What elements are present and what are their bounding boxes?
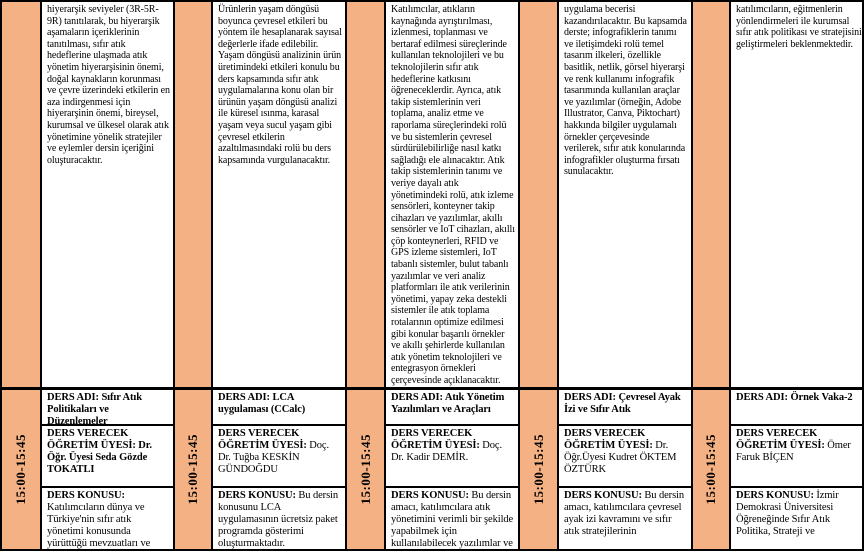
instructor-value: Ömer Faruk BİÇEN (736, 440, 851, 463)
time-slot-label: 15:00-15:45 (13, 434, 28, 505)
course-name-cell-5 (731, 390, 864, 426)
time-slot-label: 15:00-15:45 (530, 434, 546, 505)
course-name-label: DERS ADI: (736, 392, 788, 403)
course-name-cell-4 (559, 390, 693, 426)
course-topic-value: Bu dersin amacı, katılımcılara atık yönetimini verimli bir şekilde yapabilmek için kullanılabilecek yazılımlar ve (391, 490, 514, 549)
time-slot-label: 15:00-15:45 (703, 434, 718, 505)
instructor-label: DERS VERECEK ÖĞRETİM ÜYESİ: (736, 428, 825, 451)
instructor-value: Doç. Dr. Kadir DEMİR. (391, 440, 502, 463)
course-topic-value: Bu dersin konusunu LCA uygulamasının ücretsiz paket programda gösterimi oluşturmaktadır. (218, 490, 339, 549)
instructor-cell-4 (559, 426, 693, 488)
time-column-spacer-5 (693, 2, 731, 390)
time-column-spacer-2 (175, 2, 213, 390)
course-name-value: Atık Yönetim Yazılımları ve Araçları (391, 392, 505, 415)
time-slot-cell-4 (520, 390, 559, 549)
time-slot-label: 15:00-15:45 (185, 434, 200, 505)
course-topic-label: DERS KONUSU: (736, 490, 814, 501)
course-topic-cell-3 (386, 488, 520, 549)
course-name-value: Örnek Vaka-2 (790, 392, 853, 403)
instructor-cell-1 (42, 426, 175, 488)
course-topic-label: DERS KONUSU: (564, 490, 642, 501)
course-name-value: LCA uygulaması (CCalc) (218, 392, 306, 415)
course-name-cell-1 (42, 390, 175, 426)
continued-text-col-3: Katılımcılar, atıkların kaynağında ayrıştırılması, izlenmesi, toplanması ve bertaraf edilmesi süreçlerinde kullanılan teknolojileri ve bu teknolojilerin sıfır atık hedeflerine katkısını öğreneceklerdir. Ayrıca, atık takip sistemlerinin veri toplama, analiz etme ve raporlama süreçlerindeki rolü ve bu sistemlerin çevresel sürdürülebilirliğe nasıl katkı sağladığı ele alınacaktır. Atık takip sistemlerinin tanımı ve veriye dayalı atık yönetimindeki rolü, atık izleme sensörleri, konteyner takip cihazları ve yazılımlar, akıllı sensörler ve IoT cihazları, akıllı çöp konteynerleri, RFID ve GPS izleme sistemleri, IoT tabanlı sistemler, bulut tabanlı yazılımlar ve veri analiz platformları ile atık verilerinin yönetimi, yapay zeka destekli sistemler ile atık toplama rotalarının optimize edilmesi gibi konular başarılı örnekler ve akıllı şehirlerde kullanılan atık yönetim teknolojileri ve entegrasyon örnekleri çerçevesinde açıklanacaktır. (386, 2, 520, 390)
course-topic-cell-4 (559, 488, 693, 549)
course-topic-value: Bu dersin amacı, katılımcılara çevresel ayak izi kavramını ve sıfır atık stratejilerinin (564, 490, 685, 537)
instructor-label: DERS VERECEK ÖĞRETİM ÜYESİ: (218, 428, 307, 451)
time-column-spacer-3 (347, 2, 386, 390)
continued-text-col-5: katılımcıların, eğitmenlerin yönlendirmeleri ile kurumsal sıfır atık politikası ve stratejisini geliştirmeleri beklenmektedir. (731, 2, 864, 390)
course-name-cell-2 (213, 390, 347, 426)
course-name-label: DERS ADI: (47, 392, 99, 403)
course-name-label: DERS ADI: (391, 392, 443, 403)
time-slot-cell-5 (693, 390, 731, 549)
course-topic-label: DERS KONUSU: (47, 490, 125, 501)
instructor-cell-2 (213, 426, 347, 488)
course-name-value: Sıfır Atık Politikaları ve Düzenlemeler (47, 392, 142, 426)
instructor-label: DERS VERECEK ÖĞRETİM ÜYESİ: (564, 428, 653, 451)
time-slot-cell-3 (347, 390, 386, 549)
course-topic-cell-1 (42, 488, 175, 549)
instructor-label: DERS VERECEK ÖĞRETİM ÜYESİ: (391, 428, 480, 451)
time-slot-cell-1 (2, 390, 42, 549)
instructor-cell-5 (731, 426, 864, 488)
instructor-value: Dr. Öğr.Üyesi Kudret ÖKTEM ÖZTÜRK (564, 440, 677, 475)
instructor-value: Dr. Öğr. Üyesi Seda Gözde TOKATLI (47, 440, 152, 475)
instructor-label: DERS VERECEK ÖĞRETİM ÜYESİ: (47, 428, 136, 451)
course-name-label: DERS ADI: (218, 392, 270, 403)
continued-text-col-1: hiyerarşik seviyeler (3R-5R-9R) tanıtılarak, bu hiyerarşik aşamaların içeriklerinin tanıtılması, sıfır atık hedeflerine ulaşmada atık yönetim hiyerarşisinin önemi, doğal kaynakların korunması ve çevre üzerindeki etkilerin en aza indirgenmesi için hiyerarşinin önemi, bireysel, kurumsal ve ülkesel olarak atık yönetimine yönelik stratejiler ve eylemler dersin içeriğini oluşturacaktır. (42, 2, 175, 390)
continued-text-col-4: uygulama becerisi kazandırılacaktır. Bu kapsamda derste; infografiklerin tanımı ve iletişimdeki rolü temel tasarım ilkeleri, özellikle basitlik, netlik, görsel hiyerarşi ve renk kullanımı infografik tasarımında kullanılan araçlar ve yazılımlar (örneğin, Adobe Illustrator, Canva, Piktochart) hakkında bilgiler uygulamalı örnekler çerçevesinde verilerek, sıfır atık konularında infografikler oluşturma fırsatı sunulacaktır. (559, 2, 693, 390)
course-topic-label: DERS KONUSU: (391, 490, 469, 501)
course-topic-label: DERS KONUSU: (218, 490, 296, 501)
continued-text-col-2: Ürünlerin yaşam döngüsü boyunca çevresel etkileri bu yöntem ile hesaplanarak sayısal değerlerle ifade edilebilir. Yaşam döngüsü analizinin ürün üretimindeki etkileri konulu bu ders kapsamında sıfır atık uygulamalarına konu olan bir ürünün yaşam döngüsü analizi ile küresel ısınma, karasal yaşam veya sucul yaşam gibi çevresel etkilerin azaltılmasındaki rolü bu ders kapsamında vurgulanacaktır. (213, 2, 347, 390)
course-name-value: Çevresel Ayak İzi ve Sıfır Atık (564, 392, 681, 415)
course-topic-value: Katılımcıların dünya ve Türkiye'nin sıfır atık yönetimi konusunda yürüttüğü mevzuatları ve (47, 502, 151, 549)
instructor-cell-3 (386, 426, 520, 488)
time-column-spacer-4 (520, 2, 559, 390)
time-slot-cell-2 (175, 390, 213, 549)
time-column-spacer-1 (2, 2, 42, 390)
course-name-label: DERS ADI: (564, 392, 616, 403)
course-topic-cell-2 (213, 488, 347, 549)
course-name-cell-3 (386, 390, 520, 426)
course-topic-value: İzmir Demokrasi Üniversitesi Öğreneğinde Sıfır Atık Politika, Strateji ve (736, 490, 839, 537)
course-topic-cell-5 (731, 488, 864, 549)
instructor-value: Doç. Dr. Tuğba KESKİN GÜNDOĞDU (218, 440, 329, 475)
time-slot-label: 15:00-15:45 (357, 434, 373, 505)
